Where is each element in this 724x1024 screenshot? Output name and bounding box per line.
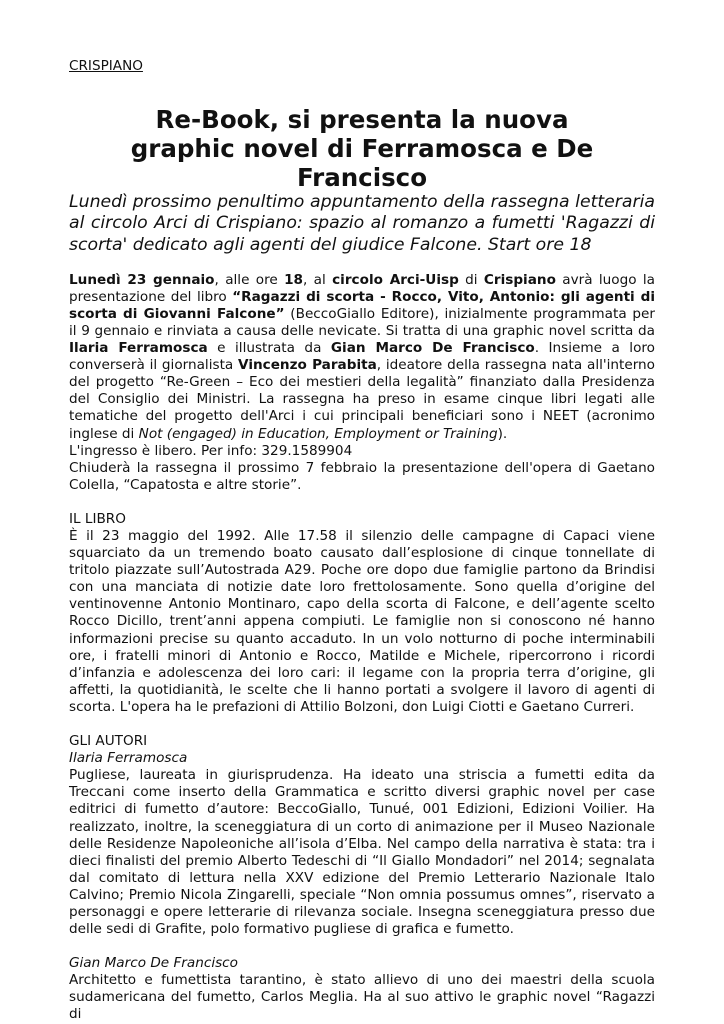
intro-text: , al xyxy=(303,271,333,288)
author-name: Ilaria Ferramosca xyxy=(69,340,208,357)
intro-text: . Insieme a loro converserà il giornalista xyxy=(69,340,655,374)
book-title: “Ragazzi di scorta - Rocco, Vito, Antonio: gli agenti di scorta di Giovanni Falcone” xyxy=(69,288,656,322)
neet-definition: Not (engaged) in Education, Employment or Training xyxy=(138,425,498,442)
author1-bio: Pugliese, laureata in giurisprudenza. Ha ideato una striscia a fumetti edita da Treccani come inserto della Grammatica e scritto diversi graphic novel per case editrici di fumetto d’autore: BeccoGiallo, Tunué, 001 Edizioni, Edizioni Voilier. Ha realizzato, inoltre, la sceneggiatura di un corto di animazione per il Museo Nazionale delle Residenze Napoleoniche all’isola d’Elba. Nel campo della narrativa è stata: tra i dieci finalisti del premio Alberto Tedeschi di “Il Giallo Mondadori” nel 2014; segnalata dal comitato di lettura nella XXV edizione del Premio Letterario Nazionale Italo Calvino; Premio Nicola Zingarelli, speciale “Non omnia possumus omnes”, riservato a personaggi e opere letterarie di rilevanza sociale. Insegna sceneggiatura presso due delle sedi di Grafite, polo formativo pugliese di grafica e fumetto. xyxy=(69,767,655,938)
autori-heading: GLI AUTORI xyxy=(69,733,148,750)
intro-text: ). xyxy=(497,425,508,442)
info-line: L'ingresso è libero. Per info: 329.1589904 xyxy=(69,442,353,459)
author1-name-text: Ilaria Ferramosca xyxy=(69,750,188,767)
article-title xyxy=(69,105,655,192)
libro-paragraph: È il 23 maggio del 1992. Alle 17.58 il silenzio delle campagne di Capaci viene squarciato da un tremendo boato causato dall’esplosione di cinque tonnellate di tritolo piazzate sull’Autostrada A29. Poche ore dopo due famiglie partono da Brindisi con una manciata di notizie date loro frettolosamente. Sono quella d’origine del ventinovenne Antonio Montinaro, capo della scorta di Falcone, e dell’agente scelto Rocco Dicillo, trent’anni appena compiuti. Le famiglie non si conoscono né hanno informazioni precise su quanto accaduto. In un volo notturno di poche interminabili ore, i fratelli minori di Antonio e Rocco, Matilde e Michele, ripercorrono i ricordi d’infanzia e adolescenza dei loro cari: il legame con la propria terra d’origine, gli affetti, la quotidianità, le scelte che li hanno portati a svolgere il lavoro di agenti di scorta. L'opera ha le prefazioni di Attilio Bolzoni, don Luigi Ciotti e Gaetano Curreri. xyxy=(69,528,655,715)
event-date: Lunedì 23 gennaio xyxy=(69,271,215,288)
intro-text: , alle ore xyxy=(214,271,285,288)
author2-bio: Architetto e fumettista tarantino, è stato allievo di uno dei maestri della scuola sudamericana del fumetto, Carlos Meglia. Ha al suo attivo le graphic novel “Ragazzi di xyxy=(69,972,655,1023)
event-town: Crispiano xyxy=(483,271,556,288)
intro-paragraph xyxy=(69,272,655,443)
title-line-1: Re-Book, si presenta la nuova xyxy=(155,105,569,135)
article xyxy=(69,58,655,1024)
journalist-name: Vincenzo Parabita xyxy=(238,357,377,374)
section-label: CRISPIANO xyxy=(69,58,143,74)
intro-text: e illustrata da xyxy=(207,340,331,357)
libro-heading: IL LIBRO xyxy=(69,510,126,527)
author2-name xyxy=(69,955,655,972)
closing-paragraph: Chiuderà la rassegna il prossimo 7 febbraio la presentazione dell'opera di Gaetano Colella, “Capatosta e altre storie”. xyxy=(69,459,655,493)
intro-text: di xyxy=(458,271,484,288)
intro-text: avrà luogo la presentazione del libro xyxy=(69,271,655,305)
intro-text: (BeccoGiallo Editore), inizialmente programmata per il 9 gennaio e rinviata a causa delle nevicate. Si tratta di una graphic novel scritta da xyxy=(69,305,655,339)
illustrator-name: Gian Marco De Francisco xyxy=(330,340,535,357)
event-venue: circolo Arci-Uisp xyxy=(332,271,459,288)
article-subtitle: Lunedì prossimo penultimo appuntamento della rassegna letteraria al circolo Arci di Crispiano: spazio al romanzo a fumetti 'Ragazzi di scorta' dedicato agli agenti del giudice Falcone. Start ore 18 xyxy=(69,192,655,255)
author2-name-text: Gian Marco De Francisco xyxy=(69,955,238,972)
intro-text: , ideatore della rassegna nata all'interno del progetto “Re-Green – Eco dei mestieri della legalità” finanziato dalla Presidenza del Consiglio dei Ministri. La rassegna ha preso in esame cinque libri legati alle tematiche del progetto dell'Arci i cui principali beneficiari sono i NEET (acronimo inglese di xyxy=(69,357,655,442)
event-hour: 18 xyxy=(284,271,304,288)
author1-name xyxy=(69,750,655,767)
title-line-2: graphic novel di Ferramosca e De Francisco xyxy=(130,134,594,193)
